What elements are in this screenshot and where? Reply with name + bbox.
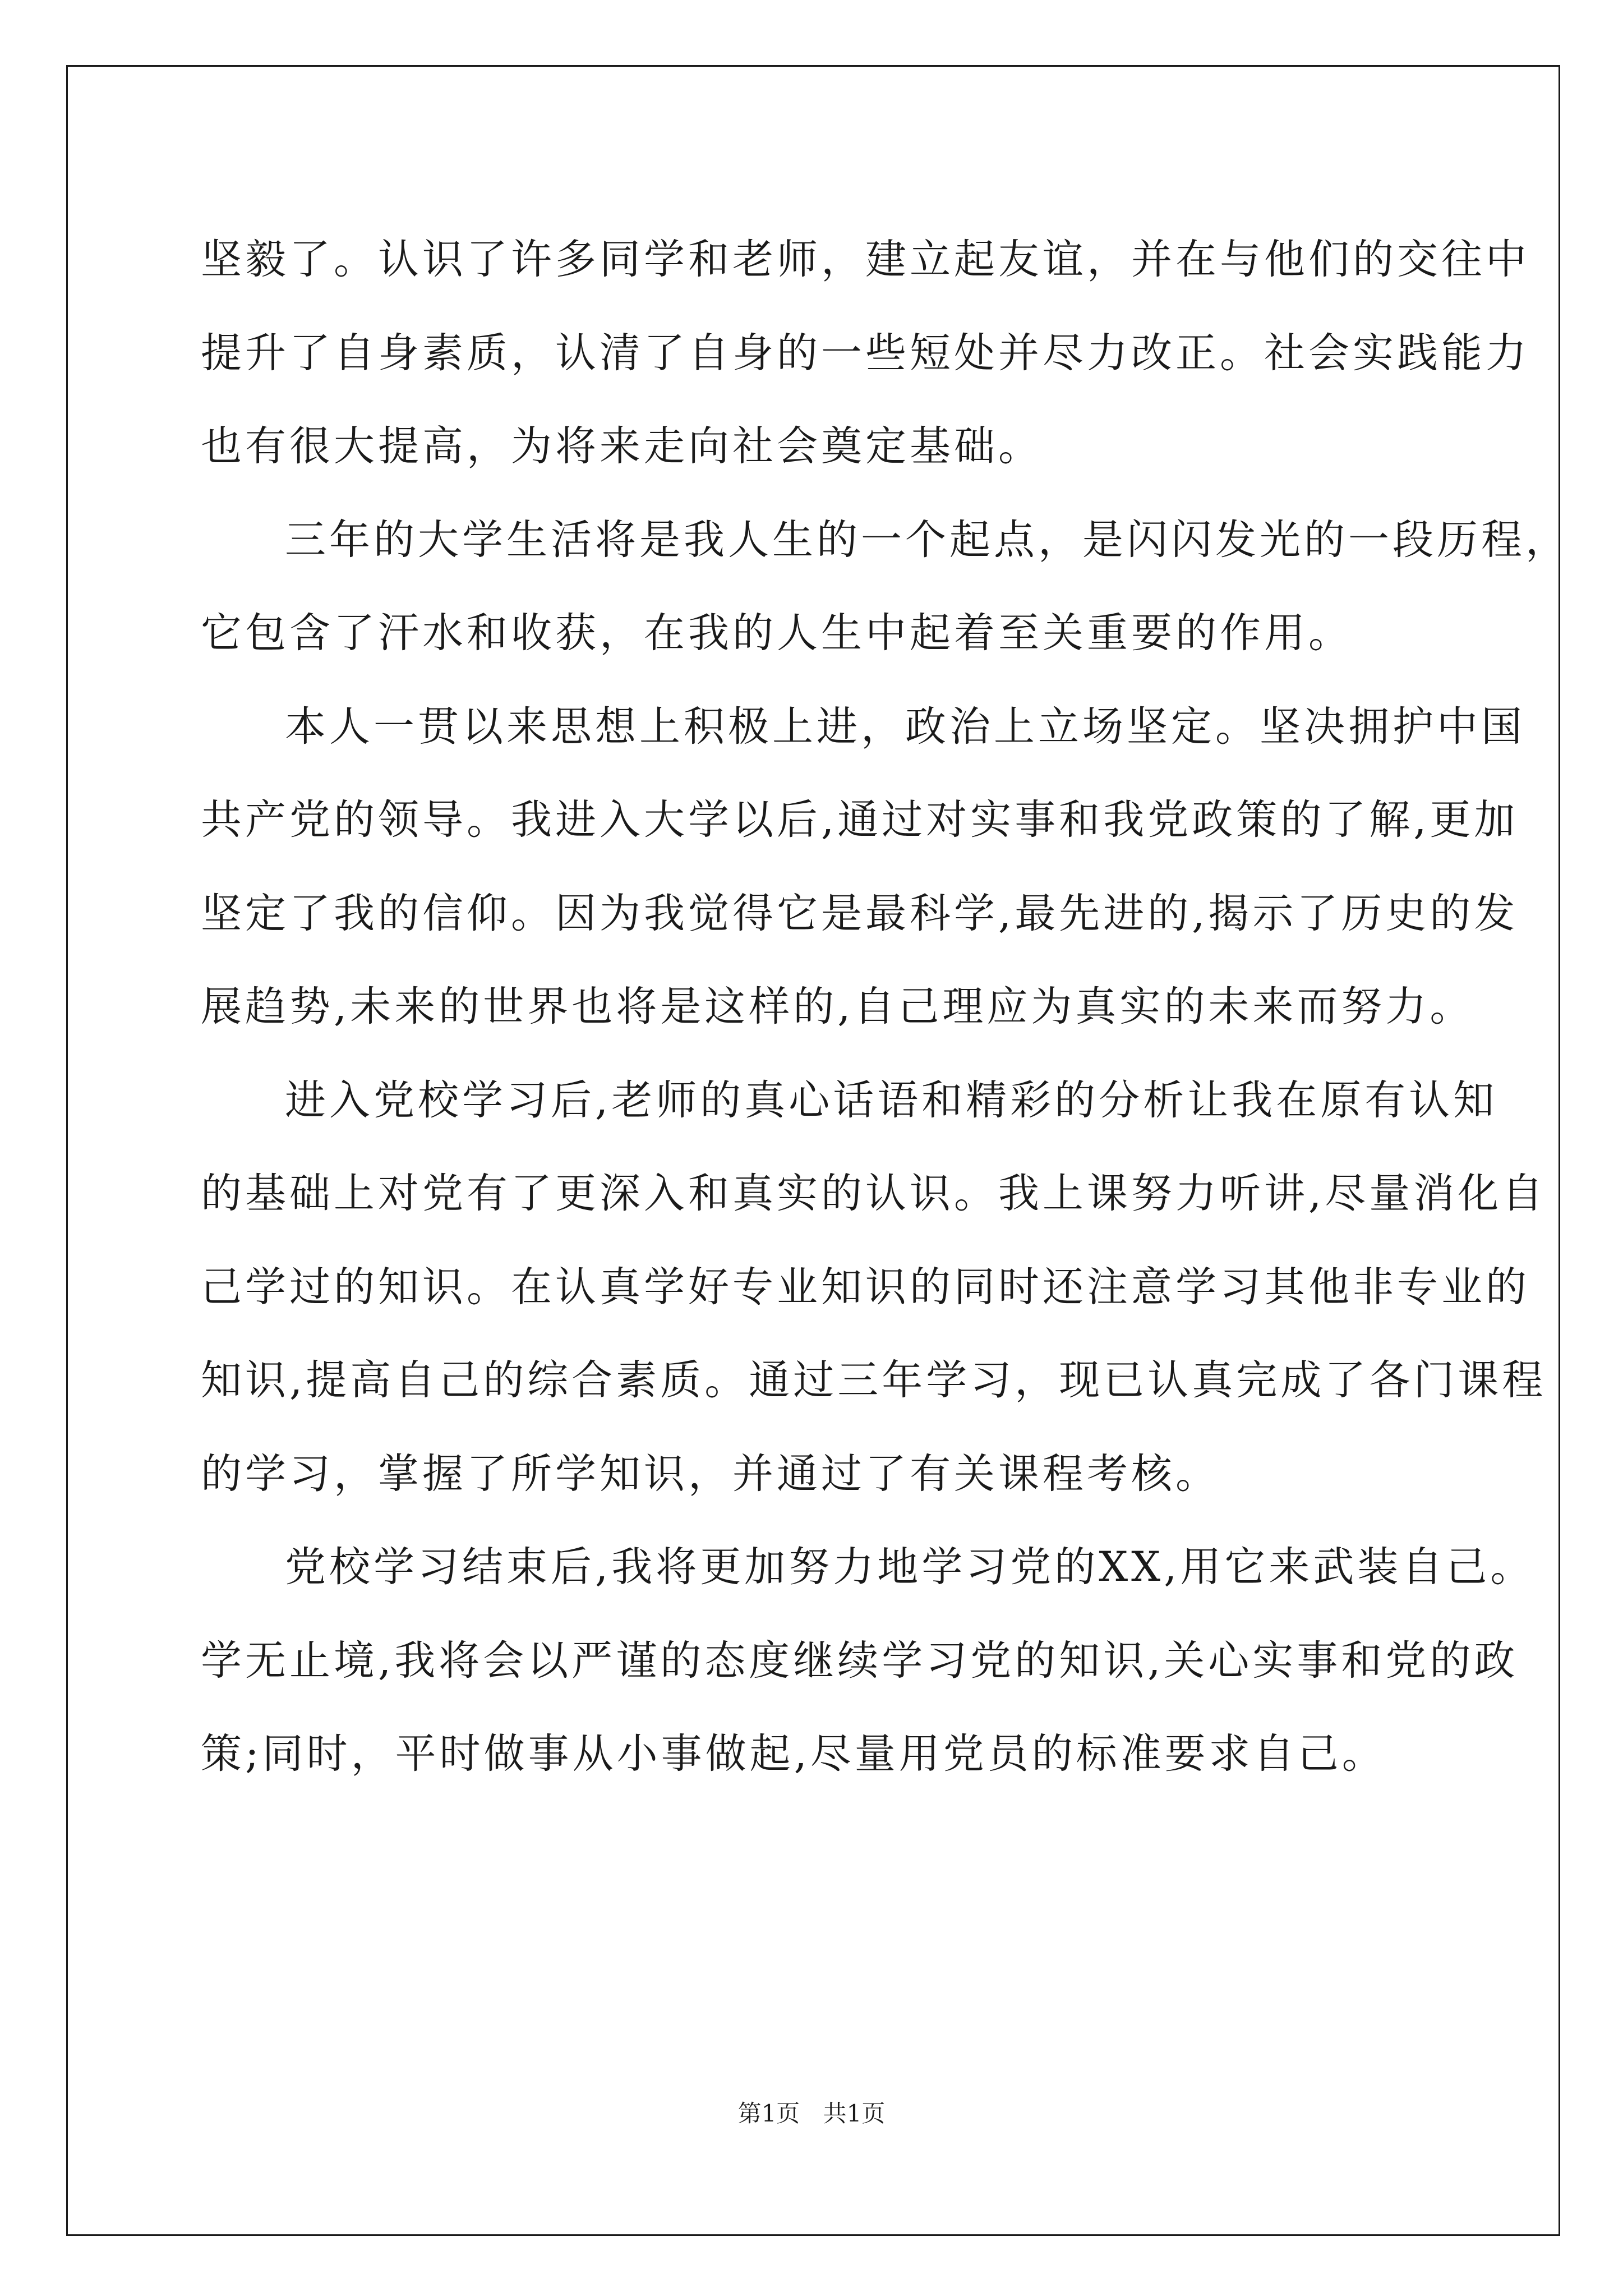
text-line: 坚毅了。认识了许多同学和老师，建立起友谊，并在与他们的交往中 bbox=[201, 236, 1530, 283]
text-line: 学无止境,我将会以严谨的态度继续学习党的知识,关心实事和党的政 bbox=[201, 1636, 1519, 1685]
text-line: 也有很大提高，为将来走向社会奠定基础。 bbox=[201, 422, 1043, 470]
text-line: 提升了自身素质，认清了自身的一些短处并尽力改正。社会实践能力 bbox=[201, 329, 1530, 377]
text-line: 本人一贯以来思想上积极上进，政治上立场坚定。坚决拥护中国 bbox=[285, 702, 1525, 751]
text-line: 党校学习结束后,我将更加努力地学习党的XX,用它来武装自己。 bbox=[285, 1543, 1535, 1591]
page-total: 共1页 bbox=[823, 2100, 886, 2127]
text-line: 己学过的知识。在认真学好专业知识的同时还注意学习其他非专业的 bbox=[201, 1263, 1530, 1311]
document-body bbox=[201, 213, 1570, 1801]
text-line: 知识,提高自己的综合素质。通过三年学习，现已认真完成了各门课程 bbox=[201, 1356, 1547, 1404]
page-number: 第1页 bbox=[737, 2100, 800, 2127]
text-line: 的基础上对党有了更深入和真实的认识。我上课努力听讲,尽量消化自 bbox=[201, 1170, 1547, 1217]
text-line: 共产党的领导。我进入大学以后,通过对实事和我党政策的了解,更加 bbox=[201, 796, 1519, 844]
page-footer bbox=[0, 2095, 1623, 2129]
text-line: 策;同时，平时做事从小事做起,尽量用党员的标准要求自己。 bbox=[201, 1730, 1386, 1778]
text-line: 坚定了我的信仰。因为我觉得它是最科学,最先进的,揭示了历史的发 bbox=[201, 889, 1519, 937]
text-line: 三年的大学生活将是我人生的一个起点，是闪闪发光的一段历程， bbox=[285, 516, 1570, 564]
text-line: 它包含了汗水和收获，在我的人生中起着至关重要的作用。 bbox=[201, 609, 1353, 657]
text-line: 进入党校学习后,老师的真心话语和精彩的分析让我在原有认知 bbox=[285, 1076, 1498, 1124]
text-line: 展趋势,未来的世界也将是这样的,自己理应为真实的未来而努力。 bbox=[201, 983, 1474, 1030]
text-line: 的学习，掌握了所学知识，并通过了有关课程考核。 bbox=[201, 1450, 1220, 1498]
